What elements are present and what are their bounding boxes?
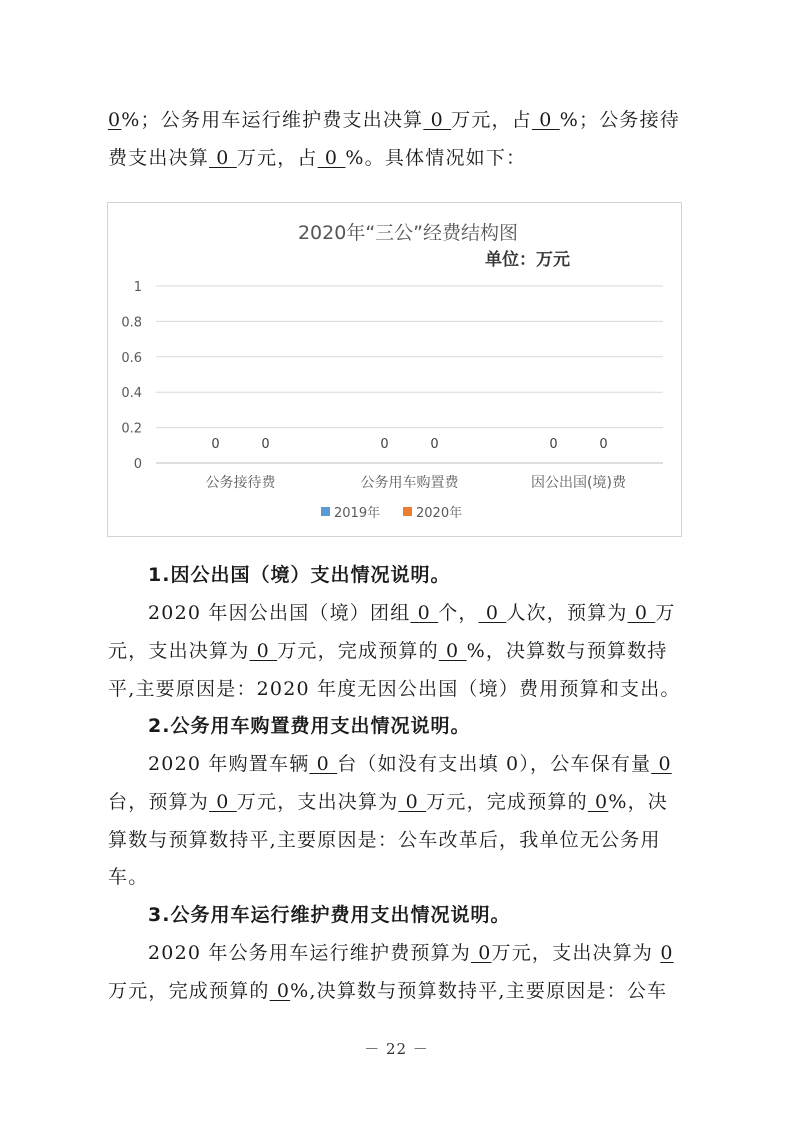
- x-category-label: 因公出国(境)费: [531, 475, 626, 491]
- chart-bars: [211, 437, 607, 452]
- text-run: 人次，预算为: [506, 602, 628, 624]
- text-run: 算数与预算数持平,主要原因是：公车改革后，我单位无公务用: [108, 829, 661, 851]
- y-tick-label: 0: [133, 457, 142, 472]
- data-label: 0: [430, 437, 439, 452]
- section-2-line-4: [108, 865, 698, 889]
- budget-structure-chart: [107, 202, 682, 537]
- text-run: %。具体情况如下：: [345, 147, 527, 169]
- filled-value: 0: [531, 109, 560, 131]
- section-2-line-2: [108, 790, 698, 814]
- section-3-line-1: [148, 941, 698, 965]
- chart-canvas: [108, 203, 681, 536]
- intro-line-1: [108, 108, 698, 132]
- text-run: 个，: [438, 602, 479, 624]
- intro-line-2: [108, 146, 698, 170]
- text-run: 万元，支出决算为: [491, 942, 661, 964]
- x-category-label: 公务接待费: [205, 475, 276, 491]
- text-run: 2020 年因公出国（境）团组: [148, 602, 411, 624]
- y-tick-label: 0.2: [121, 421, 142, 437]
- section-1-heading: 1.因公出国（境）支出情况说明。: [148, 564, 451, 586]
- text-run: 元，支出决算为: [108, 640, 250, 662]
- text-run: 万元，完成预算的: [277, 640, 439, 662]
- chart-gridlines: [156, 286, 663, 463]
- section-3-heading: 3.公务用车运行维护费用支出情况说明。: [148, 904, 511, 926]
- y-tick-label: 0.6: [121, 350, 142, 366]
- text-run: %；公务用车运行维护费支出决算: [121, 109, 424, 131]
- section-2-heading: 2.公务用车购置费用支出情况说明。: [148, 715, 471, 737]
- chart-legend: [321, 505, 462, 521]
- data-label: 0: [549, 437, 558, 452]
- legend-label: 2019年: [334, 506, 381, 521]
- chart-y-axis: [121, 280, 142, 472]
- section-3-line-2: [108, 979, 698, 1003]
- text-run: 万元，支出决算为: [236, 791, 399, 813]
- chart-x-axis: [206, 474, 627, 491]
- data-label: 0: [261, 437, 270, 452]
- text-run: 万元，完成预算的: [426, 791, 588, 813]
- text-run: 平,主要原因是：2020 年度无因公出国（境）费用预算和支出。: [108, 678, 681, 700]
- section-2-line-1: [148, 752, 698, 776]
- data-label: 0: [599, 437, 608, 452]
- legend-swatch: [403, 507, 412, 516]
- filled-value: 0: [651, 753, 672, 775]
- chart-title: 2020年“三公”经费结构图: [297, 222, 519, 244]
- text-run: %，决: [608, 791, 668, 813]
- data-label: 0: [380, 437, 389, 452]
- filled-value: 0: [309, 753, 338, 775]
- text-run: 台，预算为: [108, 791, 210, 813]
- legend-swatch: [321, 507, 330, 516]
- filled-value: 0: [209, 791, 237, 813]
- filled-value: 0: [587, 791, 609, 813]
- filled-value: 0: [438, 640, 467, 662]
- text-run: %；公务接待: [559, 109, 680, 131]
- text-run: 车。: [108, 866, 149, 888]
- section-1-line-2: [108, 639, 698, 663]
- filled-value: 0: [660, 942, 674, 964]
- text-run: 万元，完成预算的: [108, 980, 270, 1002]
- filled-value: 0: [209, 147, 237, 169]
- legend-label: 2020年: [416, 506, 463, 521]
- y-tick-label: 0.4: [121, 386, 142, 402]
- page-number: － 22 －: [364, 1040, 429, 1058]
- filled-value: 0: [398, 791, 427, 813]
- text-run: %，决算数与预算数持: [466, 640, 668, 662]
- text-run: 费支出决算: [108, 147, 210, 169]
- filled-value: 0: [410, 602, 439, 624]
- filled-value: 0: [108, 109, 122, 131]
- section-1-line-3: [108, 677, 698, 701]
- text-run: 万元，占: [451, 109, 532, 131]
- filled-value: 0: [471, 942, 492, 964]
- filled-value: 0: [478, 602, 507, 624]
- text-run: 万元，占: [236, 147, 318, 169]
- filled-value: 0: [269, 980, 291, 1002]
- text-run: 万: [655, 602, 676, 624]
- x-category-label: 公务用车购置费: [360, 475, 459, 491]
- section-1-line-1: [148, 601, 698, 625]
- text-run: 2020 年公务用车运行维护费预算为: [148, 942, 471, 964]
- filled-value: 0: [423, 109, 452, 131]
- data-label: 0: [211, 437, 220, 452]
- filled-value: 0: [249, 640, 278, 662]
- text-run: 2020 年购置车辆: [148, 753, 310, 775]
- filled-value: 0: [317, 147, 346, 169]
- y-tick-label: 0.8: [121, 315, 142, 331]
- chart-unit-label: 单位：万元: [485, 250, 570, 270]
- text-run: 台（如没有支出填 0），公车保有量: [337, 753, 652, 775]
- filled-value: 0: [627, 602, 656, 624]
- y-tick-label: 1: [133, 280, 142, 295]
- section-2-line-3: [108, 828, 698, 852]
- text-run: %,决算数与预算数持平,主要原因是：公车: [290, 980, 668, 1002]
